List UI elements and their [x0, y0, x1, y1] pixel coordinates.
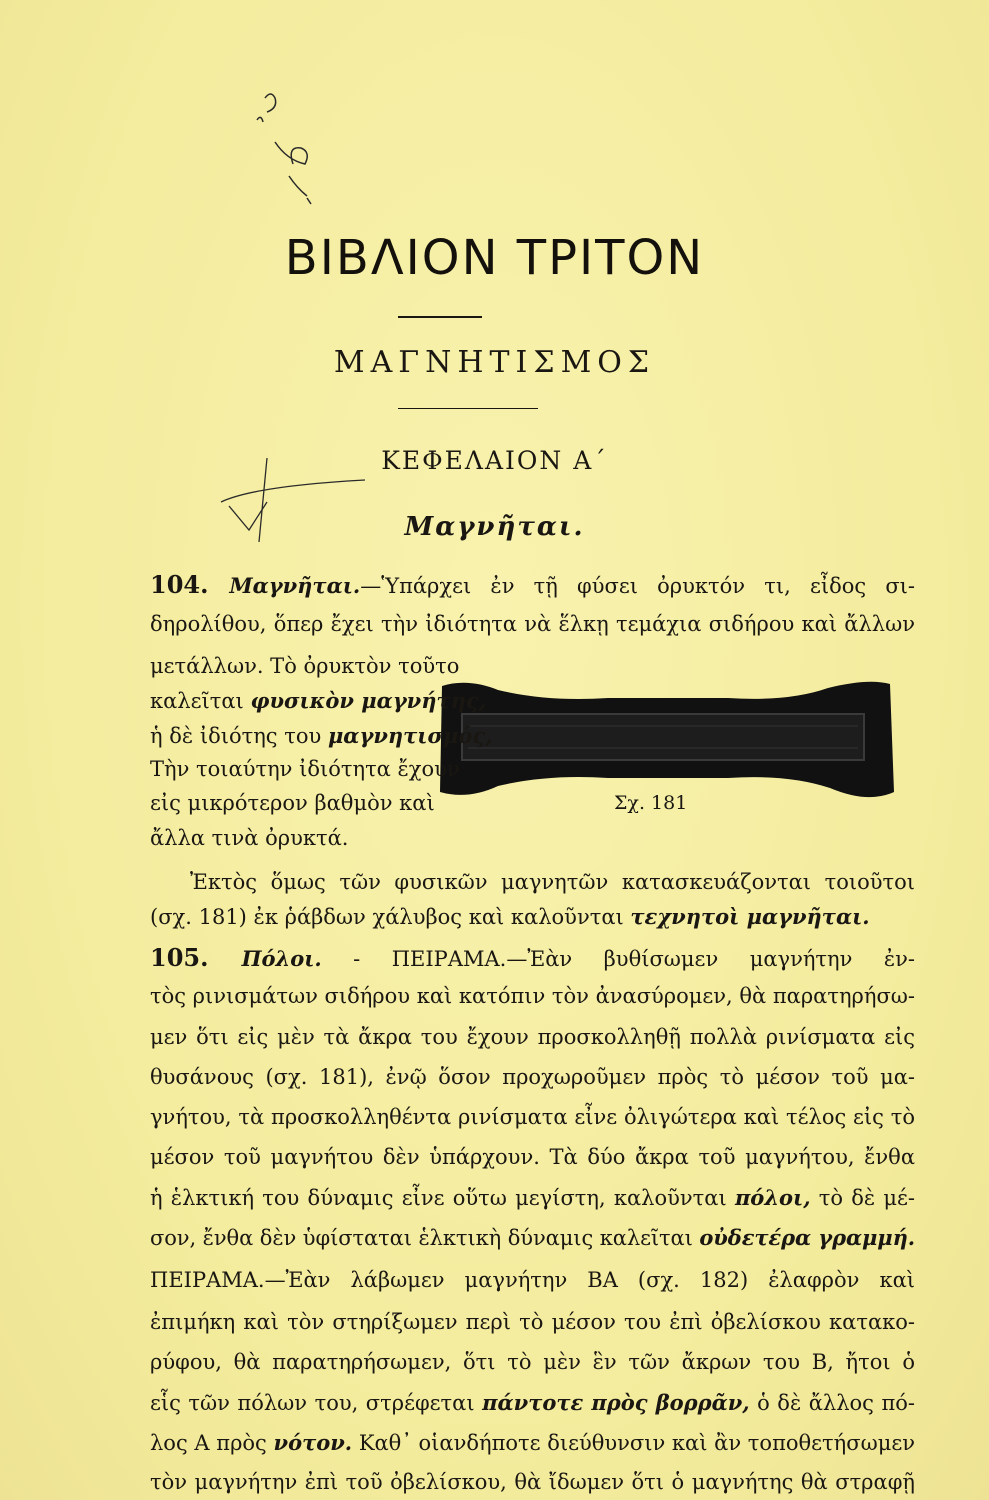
paragraph-number: 104. — [150, 570, 230, 599]
text-line — [190, 870, 915, 894]
text-line — [150, 612, 915, 636]
text-line — [150, 1268, 915, 1292]
section-heading: Μαγνῆται. — [404, 512, 585, 542]
emphasis-term: μαγνητισμός, — [327, 723, 493, 748]
text-run: Ἐκτὸς ὅμως τῶν φυσικῶν μαγνητῶν κατασκευάζονται τοιοῦτοι — [190, 870, 915, 894]
chapter-title: ΚΕΦΕΛΑΙΟΝ Α΄ — [381, 446, 608, 475]
text-line — [150, 723, 492, 748]
text-run: δηρολίθου, ὅπερ ἔχει τὴν ἰδιότητα νὰ ἕλκῃ τεμάχια σιδήρου καὶ ἄλλων — [150, 612, 915, 636]
text-line — [150, 1350, 915, 1374]
text-run: μέσον τοῦ μαγνήτου δὲν ὑπάρχουν. Τὰ δύο ἄκρα τοῦ μαγνήτου, ἔνθα — [150, 1145, 915, 1169]
text-run: ἡ δὲ ἰδιότης του — [150, 724, 328, 748]
paragraph-number: 105. — [150, 943, 242, 972]
emphasis-term: Πόλοι. — [241, 946, 322, 971]
text-line — [150, 904, 870, 929]
text-run: (σχ. 181) ἐκ ῥάβδων χάλυβος καὶ καλοῦνται — [150, 905, 631, 929]
text-run: γνήτου, τὰ προσκολληθέντα ρινίσματα εἶνε ὀλιγώτερα καὶ τέλος εἰς τὸ — [150, 1105, 915, 1129]
text-line — [150, 1430, 915, 1455]
text-run: εἰς μικρότερον βαθμὸν καὶ — [150, 791, 435, 815]
part-title: ΜΑΓΝΗΤΙΣΜΟΣ — [333, 345, 656, 380]
text-run: ρύφου, θὰ παρατηρήσωμεν, ὅτι τὸ μὲν ἓν τῶν ἄκρων του Β, ἤτοι ὁ — [150, 1350, 915, 1374]
emphasis-term: Μαγνῆται. — [229, 573, 361, 598]
text-run: ΠΕΙΡΑΜΑ.—Ἐὰν λάβωμεν μαγνήτην ΒΑ (σχ. 182) ἐλαφρὸν καὶ — [150, 1268, 915, 1292]
pencil-scribble-mark — [245, 80, 335, 210]
text-line — [150, 1225, 915, 1250]
text-line — [150, 943, 915, 972]
text-run: μεν ὅτι εἰς μὲν τὰ ἄκρα του ἔχουν προσκολληθῇ πολλὰ ρινίσματα εἰς — [150, 1025, 915, 1049]
text-run: σον, ἔνθα δὲν ὑφίσταται ἑλκτικὴ δύναμις καλεῖται — [150, 1226, 700, 1250]
text-run: ἐπιμήκη καὶ τὸν στηρίξωμεν περὶ τὸ μέσον του ἐπὶ ὀβελίσκου κατακο- — [150, 1310, 915, 1334]
text-run: —Ὑπάρχει ἐν τῇ φύσει ὀρυκτόν τι, εἶδος σι- — [360, 574, 915, 598]
text-line — [150, 1065, 915, 1089]
figure-caption: Σχ. 181 — [614, 792, 688, 814]
part-divider — [398, 408, 538, 409]
text-line — [150, 654, 459, 678]
emphasis-term: οὐδετέρα γραμμή. — [699, 1225, 915, 1250]
text-run: μετάλλων. Τὸ ὀρυκτὸν τοῦτο — [150, 654, 460, 678]
text-run: καλεῖται — [150, 689, 251, 713]
text-run: εἷς τῶν πόλων του, στρέφεται — [150, 1391, 483, 1415]
text-run: θυσάνους (σχ. 181), ἐνῷ ὅσον προχωροῦμεν πρὸς τὸ μέσον τοῦ μα- — [150, 1065, 915, 1089]
text-run: Τὴν τοιαύτην ἰδιότητα ἔχουν — [150, 757, 460, 781]
text-line — [150, 1025, 915, 1049]
text-run: Καθ᾽ οἱανδήποτε διεύθυνσιν καὶ ἂν τοποθετήσωμεν — [352, 1431, 915, 1455]
text-line — [150, 1390, 915, 1415]
text-line — [150, 570, 915, 599]
text-line — [150, 688, 486, 713]
text-line — [150, 757, 460, 781]
text-line — [150, 1105, 915, 1129]
text-run: ἄλλα τινὰ ὀρυκτά. — [150, 826, 349, 850]
text-line — [150, 1145, 915, 1169]
text-line — [150, 826, 349, 850]
text-run: τὸν μαγνήτην ἐπὶ τοῦ ὀβελίσκου, θὰ ἴδωμεν ὅτι ὁ μαγνήτης θὰ στραφῇ — [150, 1470, 915, 1494]
text-run: τὸ δὲ μέ- — [810, 1186, 916, 1210]
book-title: ΒΙΒΛΙΟΝ ΤΡΙΤΟΝ — [284, 230, 705, 286]
text-line — [150, 1185, 915, 1210]
text-line — [150, 984, 915, 1008]
emphasis-term: τεχνητοὶ μαγνῆται. — [630, 904, 870, 929]
text-run: τὸς ρινισμάτων σιδήρου καὶ κατόπιν τὸν ἀνασύρομεν, θὰ παρατηρήσω- — [150, 984, 915, 1008]
emphasis-term: νότον. — [273, 1430, 353, 1455]
text-line — [150, 1310, 915, 1334]
text-run: ἡ ἑλκτική του δύναμις εἶνε οὕτω μεγίστη, καλοῦνται — [150, 1186, 735, 1210]
title-divider — [398, 316, 482, 318]
emphasis-term: πόλοι, — [734, 1185, 811, 1210]
emphasis-term: φυσικὸν μαγνήτης, — [250, 688, 487, 713]
emphasis-term: πάντοτε πρὸς βορρᾶν, — [482, 1390, 750, 1415]
text-line — [150, 791, 435, 815]
text-line — [150, 1470, 915, 1494]
text-run: ὁ δὲ ἄλλος πό- — [749, 1391, 915, 1415]
text-run: λος Α πρὸς — [150, 1431, 274, 1455]
text-run: - ΠΕΙΡΑΜΑ.—Ἐὰν βυθίσωμεν μαγνήτην ἐν- — [321, 947, 915, 971]
